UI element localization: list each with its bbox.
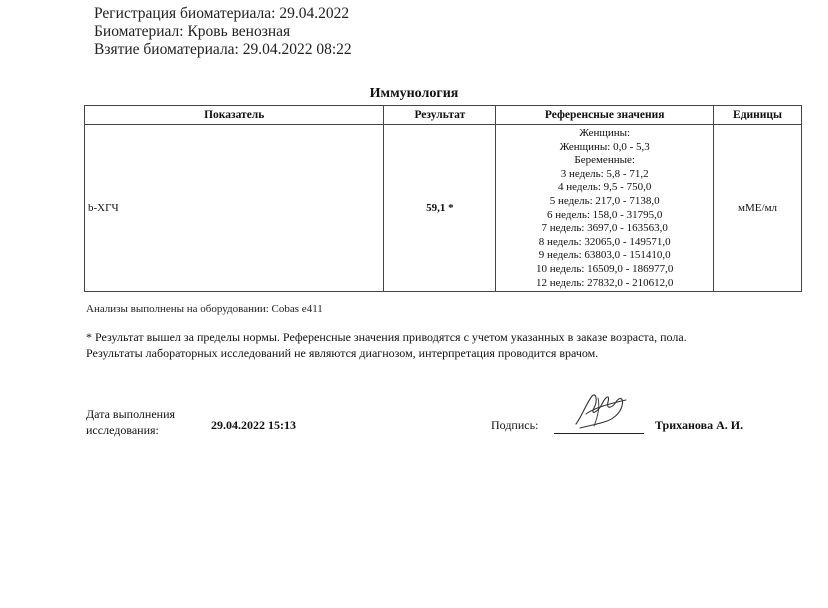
- reference-line: Беременные:: [574, 154, 635, 167]
- reference-line: 9 недель: 63803,0 - 151410,0: [538, 249, 671, 262]
- reference-line: Женщины:: [579, 127, 631, 139]
- column-header-indicator: Показатель: [85, 106, 384, 125]
- disclaimer-line-1: * Результат вышел за пределы нормы. Референсные значения приводятся с учетом указанных в заказе возраста, пола.: [86, 330, 687, 344]
- equipment-note: Анализы выполнены на оборудовании: Cobas e411: [86, 303, 323, 315]
- reference-line: 7 недель: 3697,0 - 163563,0: [541, 222, 668, 235]
- signer-name: Триханова А. И.: [655, 418, 744, 432]
- units-cell: мМЕ/мл: [714, 125, 802, 292]
- result-cell: 59,1 *: [384, 125, 496, 292]
- reference-line: 8 недель: 32065,0 - 149571,0: [538, 235, 671, 248]
- disclaimer-line-2: Результаты лабораторных исследований не являются диагнозом, интерпретация проводится врачом.: [86, 346, 599, 360]
- registration-date: Регистрация биоматериала: 29.04.2022: [94, 5, 350, 22]
- reference-line: 6 недель: 158,0 - 31795,0: [547, 208, 663, 221]
- table-header-row: [85, 106, 802, 125]
- reference-line: Женщины: 0,0 - 5,3: [559, 140, 650, 153]
- reference-line: 5 недель: 217,0 - 7138,0: [549, 194, 660, 207]
- column-header-units: Единицы: [714, 106, 802, 125]
- reference-line: 10 недель: 16509,0 - 186977,0: [536, 262, 674, 275]
- reference-cell: [496, 125, 714, 292]
- section-title: Иммунология: [369, 86, 459, 101]
- table-row: [85, 125, 802, 292]
- completion-date-label-line-2: исследования:: [86, 423, 159, 437]
- reference-line: 3 недель: 5,8 - 71,2: [560, 167, 649, 180]
- biomaterial-type: Биоматериал: Кровь венозная: [94, 23, 291, 40]
- signature-line: [554, 433, 644, 434]
- reference-line: 4 недель: 9,5 - 750,0: [558, 181, 652, 194]
- handwritten-signature: [568, 386, 638, 436]
- reference-line: 12 недель: 27832,0 - 210612,0: [536, 276, 674, 289]
- column-header-result: Результат: [384, 106, 496, 125]
- signature-label: Подпись:: [491, 418, 539, 432]
- completion-date-label-line-1: Дата выполнения: [86, 407, 176, 421]
- completion-date-label: [86, 406, 175, 438]
- completion-date-value: 29.04.2022 15:13: [211, 418, 296, 432]
- results-table: [84, 105, 802, 292]
- indicator-cell: b-ХГЧ: [85, 125, 384, 292]
- column-header-reference: Референсные значения: [496, 106, 714, 125]
- collection-date: Взятие биоматериала: 29.04.2022 08:22: [94, 41, 352, 58]
